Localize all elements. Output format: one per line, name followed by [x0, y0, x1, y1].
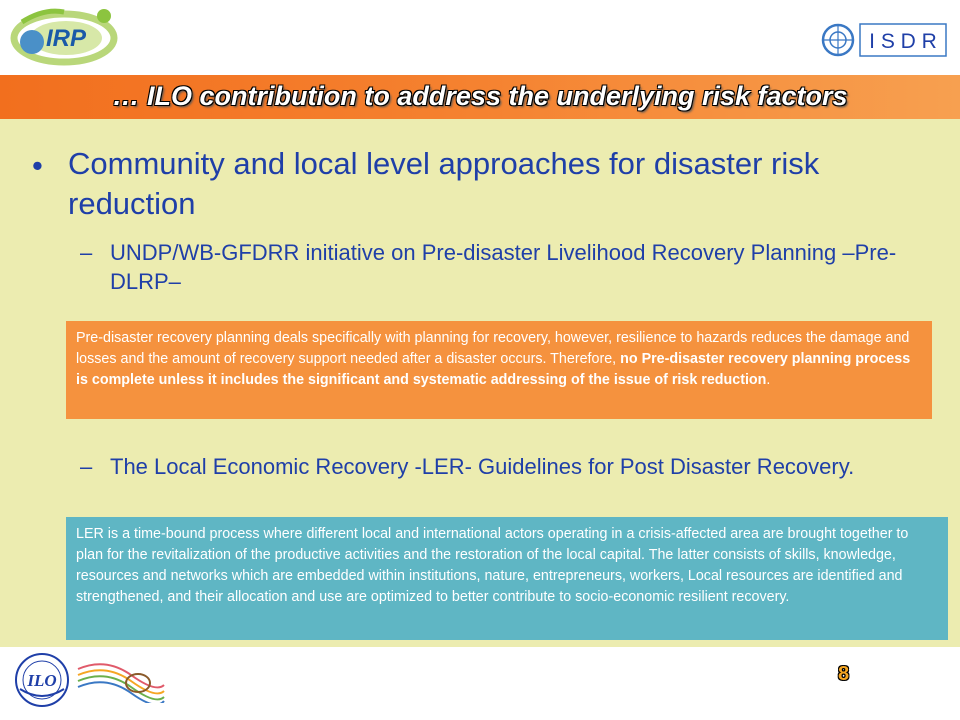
- decorative-swirl-icon: [76, 655, 166, 703]
- sub-dash-2: –: [80, 454, 93, 479]
- pre-dlrp-note-emphasis: no Pre-disaster recovery planning process is complete unless it includes the significant and systematic addressing of the issue of risk reduction: [76, 351, 911, 388]
- isdr-logo: [818, 18, 950, 62]
- isdr-logo-text: I S D R: [869, 30, 937, 53]
- pre-dlrp-note: [66, 321, 932, 419]
- sub-dash-1: –: [80, 240, 93, 265]
- title-bar: [0, 75, 960, 119]
- sub-bullet-pre-dlrp: UNDP/WB-GFDRR initiative on Pre-disaster Livelihood Recovery Planning –Pre-DLRP–: [110, 240, 897, 294]
- main-bullet: Community and local level approaches for disaster risk reduction: [68, 146, 820, 221]
- page-title: … ILO contribution to address the underlying risk factors: [112, 81, 848, 111]
- sub-bullet-ler: The Local Economic Recovery -LER- Guidelines for Post Disaster Recovery.: [110, 454, 855, 479]
- pre-dlrp-note-text: Pre-disaster recovery planning deals specifically with planning for recovery, however, resilience to hazards reduces the damage and losses and the amount of recovery support needed after a disaster occurs. Therefore,: [76, 330, 910, 367]
- ilo-logo-text: ILO: [27, 671, 57, 690]
- bullet-marker: •: [32, 148, 43, 183]
- header-band: [0, 0, 960, 75]
- ler-note: LER is a time-bound process where different local and international actors operating in a crisis-affected area are brought together to plan for the revitalization of the productive activities and the restoration of the local capital. The latter consists of skills, knowledge, resources and networks which are embedded within institutions, nature, entrepreneurs, workers, Local resources are identified and strengthened, and their allocation and use are optimized to better contribute to socio-economic resilient recovery.: [66, 517, 948, 640]
- ilo-logo: [12, 651, 72, 709]
- pre-dlrp-note-end: .: [766, 372, 771, 388]
- page-number: 8: [838, 663, 850, 685]
- irp-logo-text: IRP: [45, 25, 87, 52]
- irp-logo: [4, 2, 124, 68]
